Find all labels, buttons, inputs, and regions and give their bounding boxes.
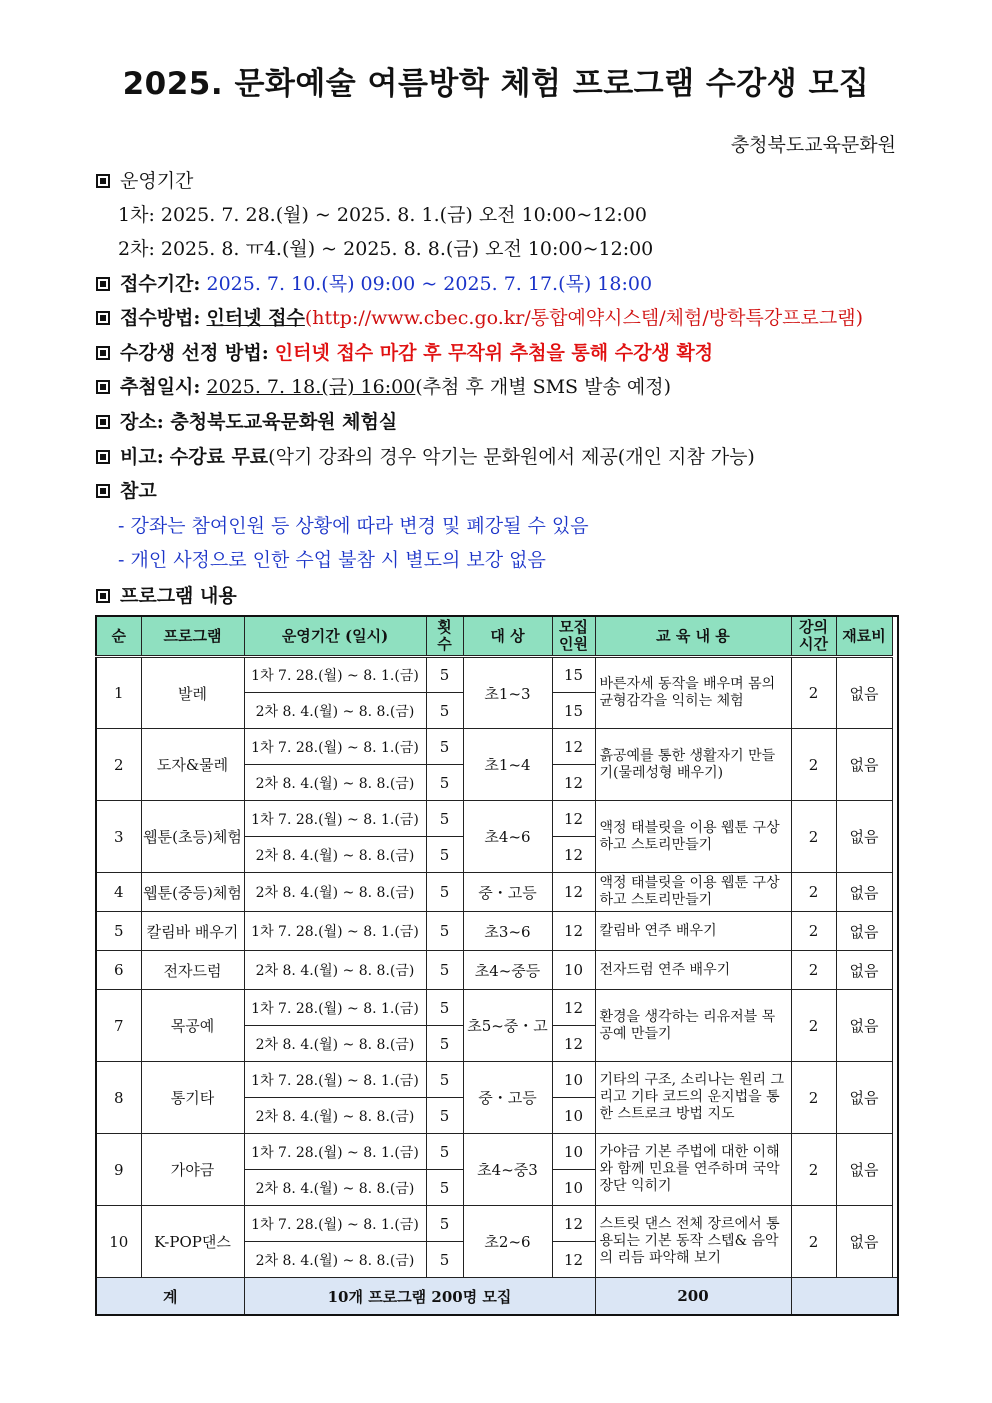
program-heading: 프로그램 내용: [96, 583, 237, 609]
recruit-count: 12: [552, 729, 595, 765]
session-period: 1차 7. 28.(월) ~ 8. 1.(금): [244, 1134, 426, 1170]
header-target: 대 상: [463, 616, 552, 657]
reference-heading: 참고: [96, 478, 157, 504]
target-grade: 초4~6: [463, 801, 552, 873]
program-name: K-POP댄스: [141, 1206, 244, 1278]
session-period: 2차 8. 4.(월) ~ 8. 8.(금): [244, 693, 426, 729]
session-count: 5: [426, 1206, 463, 1242]
row-number: 10: [96, 1206, 141, 1278]
material-fee: 없음: [836, 1134, 892, 1206]
session-period: 2차 8. 4.(월) ~ 8. 8.(금): [244, 1026, 426, 1062]
material-fee: 없음: [836, 1062, 892, 1134]
session-count: 5: [426, 1242, 463, 1278]
table-row: [96, 657, 898, 693]
period-1: 1차: 2025. 7. 28.(월) ~ 2025. 8. 1.(금) 오전 10:00~12:00: [118, 204, 648, 226]
table-row: [96, 1134, 898, 1170]
square-bullet-icon: [96, 450, 110, 464]
square-bullet-icon: [96, 484, 110, 498]
session-count: 5: [426, 801, 463, 837]
session-count: 5: [426, 1026, 463, 1062]
recruit-count: 10: [552, 951, 595, 990]
apply-url[interactable]: (http://www.cbec.go.kr/통합예약시스템/체험/방학특강프로그램): [304, 307, 864, 329]
total-summary: 10개 프로그램 200명 모집: [244, 1278, 595, 1316]
header-count: 횟수: [426, 616, 463, 657]
session-period: 1차 7. 28.(월) ~ 8. 1.(금): [244, 990, 426, 1026]
total-row: [96, 1278, 898, 1316]
header-hours: 강의시간: [791, 616, 836, 657]
total-label: 계: [96, 1278, 244, 1316]
header-period: 운영기간 (일시): [244, 616, 426, 657]
course-content: 흙공예를 통한 생활자기 만들기(물레성형 배우기): [595, 729, 791, 801]
square-bullet-icon: [96, 415, 110, 429]
material-fee: 없음: [836, 657, 892, 729]
lecture-hours: 2: [791, 912, 836, 951]
recruit-count: 10: [552, 1062, 595, 1098]
material-fee: 없음: [836, 1206, 892, 1278]
target-grade: 초4~중등: [463, 951, 552, 990]
material-fee: 없음: [836, 990, 892, 1062]
course-content: 가야금 기본 주법에 대한 이해와 함께 민요를 연주하며 국악 장단 익히기: [595, 1134, 791, 1206]
page-title: 2025. 문화예술 여름방학 체험 프로그램 수강생 모집: [122, 66, 870, 102]
header-recruit: 모집인원: [552, 616, 595, 657]
total-blank: [791, 1278, 898, 1316]
header-no: 순: [96, 616, 141, 657]
program-name: 가야금: [141, 1134, 244, 1206]
session-count: 5: [426, 1170, 463, 1206]
row-number: 7: [96, 990, 141, 1062]
draw-date: 추첨일시: 2025. 7. 18.(금) 16:00(추첨 후 개별 SMS 발송 예정): [96, 374, 671, 400]
apply-period: 접수기간: 2025. 7. 10.(목) 09:00 ~ 2025. 7. 17.(목) 18:00: [96, 271, 652, 297]
session-period: 1차 7. 28.(월) ~ 8. 1.(금): [244, 801, 426, 837]
session-count: 5: [426, 1062, 463, 1098]
program-name: 칼림바 배우기: [141, 912, 244, 951]
target-grade: 초1~4: [463, 729, 552, 801]
selection-method: 수강생 선정 방법: 인터넷 접수 마감 후 무작위 추첨을 통해 수강생 확정: [96, 340, 713, 366]
course-content: 환경을 생각하는 리유저블 목공예 만들기: [595, 990, 791, 1062]
lecture-hours: 2: [791, 657, 836, 729]
material-fee: 없음: [836, 801, 892, 873]
lecture-hours: 2: [791, 801, 836, 873]
table-row: [96, 1206, 898, 1242]
session-count: 5: [426, 693, 463, 729]
recruit-count: 12: [552, 1206, 595, 1242]
session-count: 5: [426, 990, 463, 1026]
reference-2: - 개인 사정으로 인한 수업 불참 시 별도의 보강 없음: [118, 549, 546, 571]
course-content: 칼림바 연주 배우기: [595, 912, 791, 951]
session-count: 5: [426, 1098, 463, 1134]
session-period: 2차 8. 4.(월) ~ 8. 8.(금): [244, 951, 426, 990]
recruit-count: 12: [552, 801, 595, 837]
program-name: 웹툰(중등)체험: [141, 873, 244, 912]
total-recruit: 200: [595, 1278, 791, 1316]
lecture-hours: 2: [791, 1062, 836, 1134]
table-row: [96, 990, 898, 1026]
lecture-hours: 2: [791, 1206, 836, 1278]
reference-1: - 강좌는 참여인원 등 상황에 따라 변경 및 폐강될 수 있음: [118, 515, 589, 537]
square-bullet-icon: [96, 346, 110, 360]
recruit-count: 10: [552, 1098, 595, 1134]
table-row: [96, 951, 898, 990]
table-row: [96, 873, 898, 912]
recruit-count: 10: [552, 1134, 595, 1170]
row-number: 8: [96, 1062, 141, 1134]
session-period: 2차 8. 4.(월) ~ 8. 8.(금): [244, 837, 426, 873]
session-count: 5: [426, 765, 463, 801]
row-number: 9: [96, 1134, 141, 1206]
session-period: 1차 7. 28.(월) ~ 8. 1.(금): [244, 1062, 426, 1098]
header-content: 교 육 내 용: [595, 616, 791, 657]
target-grade: 초5~중・고: [463, 990, 552, 1062]
course-content: 전자드럼 연주 배우기: [595, 951, 791, 990]
session-period: 1차 7. 28.(월) ~ 8. 1.(금): [244, 657, 426, 693]
target-grade: 초2~6: [463, 1206, 552, 1278]
square-bullet-icon: [96, 311, 110, 325]
program-name: 발레: [141, 657, 244, 729]
square-bullet-icon: [96, 380, 110, 394]
row-number: 3: [96, 801, 141, 873]
recruit-count: 15: [552, 657, 595, 693]
place: 장소: 충청북도교육문화원 체험실: [96, 409, 397, 435]
session-period: 2차 8. 4.(월) ~ 8. 8.(금): [244, 873, 426, 912]
row-number: 4: [96, 873, 141, 912]
lecture-hours: 2: [791, 729, 836, 801]
target-grade: 초3~6: [463, 912, 552, 951]
apply-method: 접수방법: 인터넷 접수(http://www.cbec.go.kr/통합예약시스템/체험/방학특강프로그램): [96, 305, 863, 331]
lecture-hours: 2: [791, 1134, 836, 1206]
material-fee: 없음: [836, 873, 892, 912]
recruit-count: 12: [552, 1026, 595, 1062]
lecture-hours: 2: [791, 873, 836, 912]
table-row: [96, 1062, 898, 1098]
row-number: 6: [96, 951, 141, 990]
header-material: 재료비: [836, 616, 892, 657]
session-count: 5: [426, 729, 463, 765]
recruit-count: 12: [552, 912, 595, 951]
table-row: [96, 801, 898, 837]
session-period: 1차 7. 28.(월) ~ 8. 1.(금): [244, 912, 426, 951]
session-count: 5: [426, 873, 463, 912]
recruit-count: 12: [552, 837, 595, 873]
session-period: 2차 8. 4.(월) ~ 8. 8.(금): [244, 1170, 426, 1206]
row-number: 2: [96, 729, 141, 801]
recruit-count: 15: [552, 693, 595, 729]
header-program: 프로그램: [141, 616, 244, 657]
material-fee: 없음: [836, 951, 892, 990]
organization-name: 충청북도교육문화원: [730, 134, 896, 156]
session-period: 2차 8. 4.(월) ~ 8. 8.(금): [244, 1098, 426, 1134]
row-number: 1: [96, 657, 141, 729]
session-count: 5: [426, 657, 463, 693]
square-bullet-icon: [96, 174, 110, 188]
course-content: 기타의 구조, 소리나는 원리 그리고 기타 코드의 운지법을 통한 스트로크 방법 지도: [595, 1062, 791, 1134]
session-count: 5: [426, 951, 463, 990]
target-grade: 초4~중3: [463, 1134, 552, 1206]
table-header: [96, 616, 898, 657]
course-content: 액정 태블릿을 이용 웹툰 구상 하고 스토리만들기: [595, 873, 791, 912]
program-name: 전자드럼: [141, 951, 244, 990]
row-number: 5: [96, 912, 141, 951]
lecture-hours: 2: [791, 951, 836, 990]
course-content: 바른자세 동작을 배우며 몸의 균형감각을 익히는 체험: [595, 657, 791, 729]
course-content: 스트릿 댄스 전체 장르에서 통용되는 기본 동작 스텝& 음악의 리듬 파악해 보기: [595, 1206, 791, 1278]
program-table: [95, 615, 899, 1316]
target-grade: 초1~3: [463, 657, 552, 729]
material-fee: 없음: [836, 729, 892, 801]
period-2: 2차: 2025. 8. ㅠ4.(월) ~ 2025. 8. 8.(금) 오전 10:00~12:00: [118, 238, 654, 260]
program-name: 도자&물레: [141, 729, 244, 801]
session-period: 1차 7. 28.(월) ~ 8. 1.(금): [244, 729, 426, 765]
remarks: 비고: 수강료 무료(악기 강좌의 경우 악기는 문화원에서 제공(개인 지참 가능): [96, 444, 755, 470]
table-row: [96, 729, 898, 765]
table-body: [96, 657, 898, 1316]
square-bullet-icon: [96, 277, 110, 291]
square-bullet-icon: [96, 589, 110, 603]
recruit-count: 12: [552, 990, 595, 1026]
session-period: 2차 8. 4.(월) ~ 8. 8.(금): [244, 765, 426, 801]
target-grade: 중・고등: [463, 1062, 552, 1134]
course-content: 액정 태블릿을 이용 웹툰 구상 하고 스토리만들기: [595, 801, 791, 873]
material-fee: 없음: [836, 912, 892, 951]
table-row: [96, 912, 898, 951]
session-count: 5: [426, 912, 463, 951]
session-count: 5: [426, 1134, 463, 1170]
period-heading: 운영기간: [96, 168, 193, 194]
lecture-hours: 2: [791, 990, 836, 1062]
recruit-count: 12: [552, 1242, 595, 1278]
program-name: 통기타: [141, 1062, 244, 1134]
session-period: 2차 8. 4.(월) ~ 8. 8.(금): [244, 1242, 426, 1278]
recruit-count: 12: [552, 765, 595, 801]
session-count: 5: [426, 837, 463, 873]
program-name: 목공예: [141, 990, 244, 1062]
recruit-count: 12: [552, 873, 595, 912]
recruit-count: 10: [552, 1170, 595, 1206]
target-grade: 중・고등: [463, 873, 552, 912]
session-period: 1차 7. 28.(월) ~ 8. 1.(금): [244, 1206, 426, 1242]
program-name: 웹툰(초등)체험: [141, 801, 244, 873]
